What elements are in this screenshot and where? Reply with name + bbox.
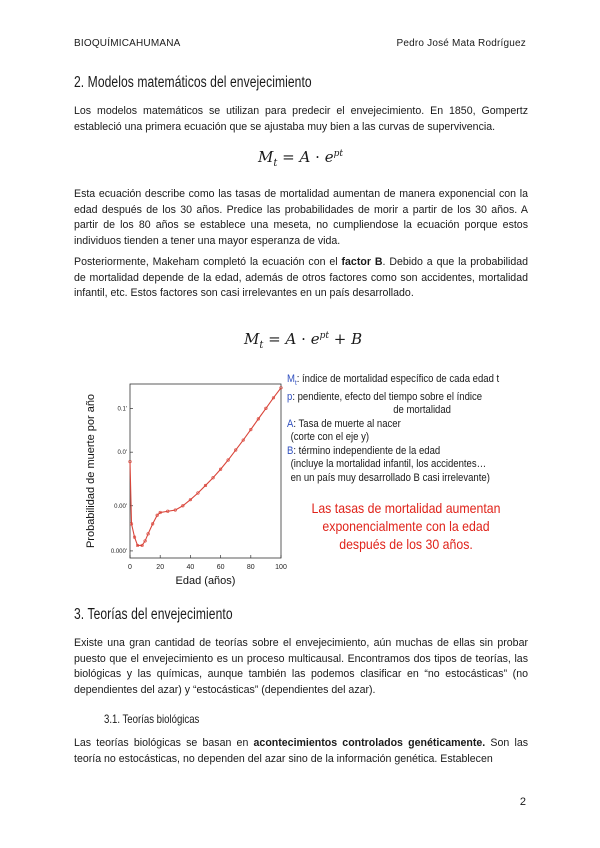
callout [309, 499, 503, 553]
x-tick-label: 80 [246, 564, 255, 571]
legend-text: : índice de mortalidad específico de cada edad t [296, 373, 500, 385]
legend-item [287, 418, 499, 432]
eq2-e: e [310, 330, 320, 348]
eq2-dot: · [301, 330, 306, 348]
legend-item [287, 431, 499, 445]
paragraph-makeham [74, 255, 528, 302]
biological-bold: acontecimientos controlados genéticamente. [253, 737, 486, 749]
eq2-m: M [244, 330, 260, 348]
paragraph-theories: Existe una gran cantidad de teorías sobre el envejecimiento, aún muchas de ellas sin probar puesto que el envejecimiento es un proceso multicausal. Encontramos dos tipos de teorías, las biológicas y las químicas, aunque también las podemos clasificar en “no estocásticas” (no dependientes del azar) y “estocásticas” (dependientes del azar). [74, 637, 528, 696]
gompertz-equation [258, 148, 343, 169]
y-tick-label: 0.0' [117, 450, 127, 457]
legend-key: M [287, 373, 295, 385]
legend-item [287, 458, 499, 472]
eq1-e: e [324, 148, 334, 166]
eq2-m-sub: t [259, 340, 264, 351]
makeham-equation [244, 330, 362, 351]
legend-text: (incluye la mortalidad infantil, los accidentes… [290, 458, 487, 471]
y-tick-label: 0.00' [114, 503, 127, 510]
eq1-a: A [299, 148, 311, 166]
paragraph-biological [74, 736, 528, 767]
legend-text: : pendiente, efecto del tiempo sobre el índice [292, 390, 483, 403]
y-tick-label: 0.000' [110, 548, 127, 555]
paragraph-gompertz: Los modelos matemáticos se utilizan para predecir el envejecimiento. En 1850, Gompertz estableció una primera ecuación que se ajustaba muy bien a las curvas de supervivencia. [74, 105, 528, 133]
x-tick-label: 40 [186, 564, 195, 571]
legend-text: de mortalidad [393, 404, 451, 417]
eq2-plus: + [333, 330, 347, 348]
legend [287, 373, 499, 485]
legend-key: p [287, 390, 293, 403]
plot-frame [130, 384, 281, 558]
x-tick-label: 0 [128, 564, 132, 571]
legend-text: en un país muy desarrollado B casi irrelevante) [290, 471, 490, 484]
legend-item [287, 391, 499, 405]
legend-item [287, 404, 499, 418]
legend-key-sub: t [294, 380, 297, 388]
y-tick-label: 0.1' [117, 406, 127, 413]
section-2-title: 2. Modelos matemáticos del envejecimiento [74, 74, 312, 91]
eq2-equals: = [268, 330, 281, 348]
legend-item [287, 472, 499, 486]
legend-key: A [287, 417, 294, 430]
callout-line-3: después de los 30 años. [339, 536, 473, 552]
legend-item [287, 445, 499, 459]
section-3-title: 3. Teorías del envejecimiento [74, 606, 233, 623]
biological-text-b: Son las teoría no estocásticas, no dependen del azar sino de la información genética. Establecen [74, 737, 529, 765]
x-tick-label: 60 [216, 564, 225, 571]
eq1-m-sub: t [273, 158, 278, 169]
makeham-text-b: . Debido a que la probabilidad de mortalidad depende de la edad, además de otros factores como son accidentes, mortalidad infantil, etc. Estos factores son casi irrelevantes en un país desarrollado. [74, 256, 529, 300]
legend-item [287, 373, 499, 391]
eq1-exp: pt [333, 149, 343, 159]
makeham-bold: factor B [341, 256, 383, 268]
subsection-title: 3.1. Teorías biológicas [104, 712, 200, 726]
eq2-exp: pt [319, 331, 329, 341]
eq2-a: A [285, 330, 297, 348]
mortality-chart [74, 378, 294, 588]
legend-text: (corte con el eje y) [290, 431, 370, 444]
eq1-equals: = [282, 148, 295, 166]
eq2-b: B [351, 330, 363, 348]
legend-key: B [287, 444, 294, 457]
callout-line-1: Las tasas de mortalidad aumentan [311, 500, 501, 516]
y-axis-label: Probabilidad de muerte por año [85, 393, 97, 549]
paragraph-description: Esta ecuación describe como las tasas de mortalidad aumentan de manera exponencial con la edad después de los 30 años. Predice las probabilidades de morir a partir de los 30 años. A partir de los 80 años se establece una meseta, no cumpliendose la ecuación porque estos individuos tienden a tener una mayor esperanza de vida. [74, 188, 528, 247]
callout-line-2: exponencialmente con la edad [322, 518, 490, 534]
makeham-text-a: Posteriormente, Makeham completó la ecuación con el [74, 256, 342, 268]
series-line [130, 388, 281, 546]
header-left: BIOQUÍMICAHUMANA [74, 38, 181, 49]
eq1-dot: · [315, 148, 320, 166]
x-tick-label: 20 [156, 564, 165, 571]
page-number: 2 [519, 796, 526, 808]
eq1-m: M [258, 148, 274, 166]
x-axis-label: Edad (años) [175, 575, 236, 587]
legend-text: : Tasa de muerte al nacer [293, 417, 401, 430]
legend-text: : término independiente de la edad [293, 444, 441, 457]
header-right: Pedro José Mata Rodríguez [396, 38, 526, 49]
x-tick-label: 100 [275, 564, 287, 571]
biological-text-a: Las teorías biológicas se basan en [74, 737, 254, 749]
